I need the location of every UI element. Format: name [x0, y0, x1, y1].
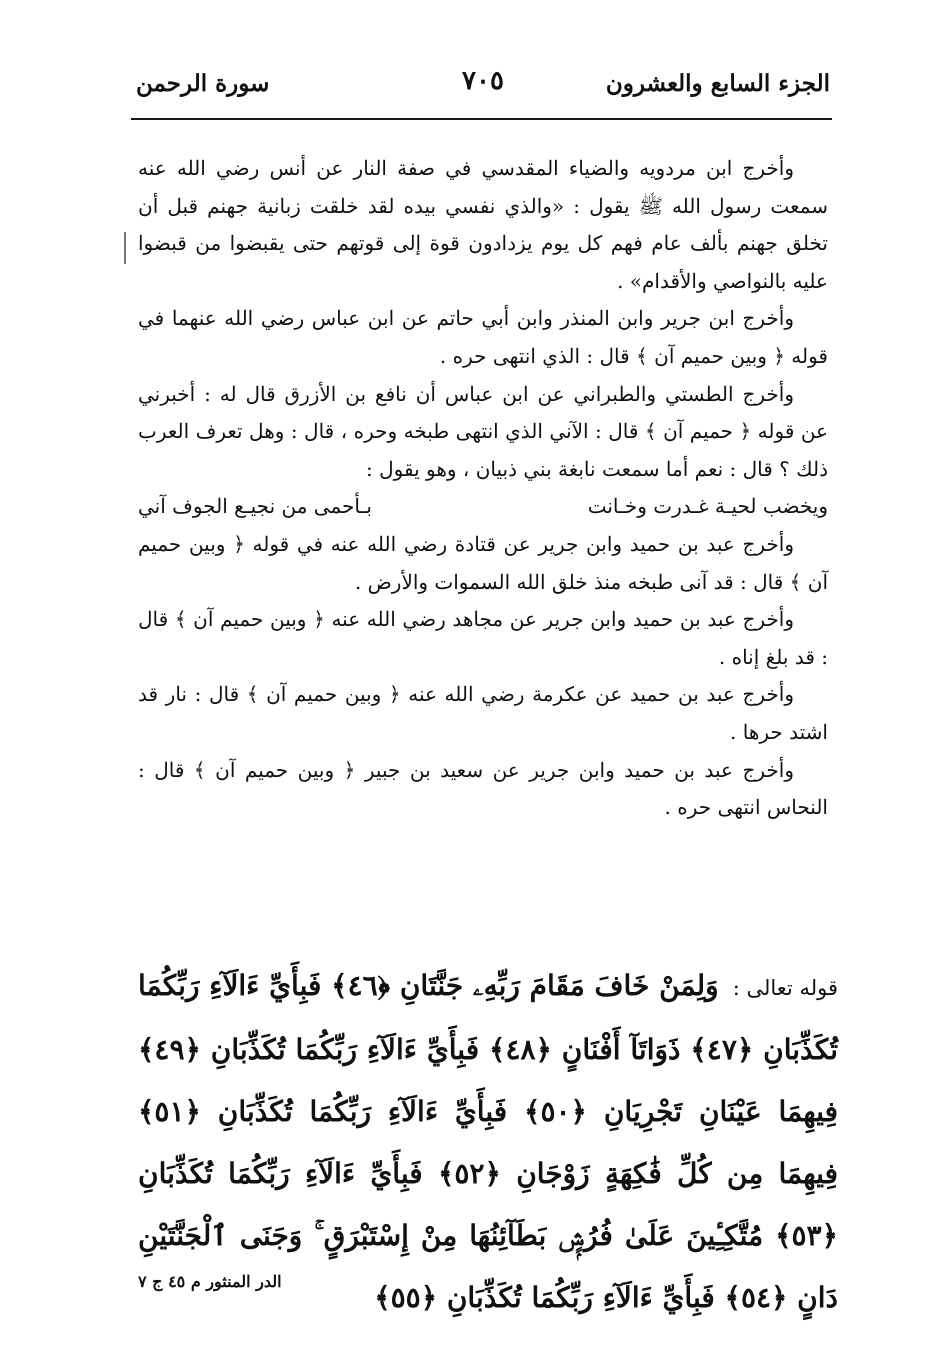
poem-hemistich-1: ويخضب لحيـة غـدرت وخـانت: [587, 494, 828, 519]
poem-verse: [138, 488, 828, 526]
running-header: [136, 62, 830, 112]
page-number: ٧٠٥: [462, 66, 504, 96]
commentary-text: [138, 150, 828, 827]
paragraph: وأخرج عبد بن حميد وابن جرير عن سعيد بن جبير ﴿ وبين حميم آن ﴾ قال : النحاس انتهى حره .: [138, 757, 828, 820]
paragraph: وأخرج ابن جرير وابن المنذر وابن أبي حاتم عن ابن عباس رضي الله عنهما في قوله ﴿ وبين حميم آن ﴾ قال : الذي انتهى حره .: [138, 306, 828, 368]
paragraph: وأخرج عبد بن حميد عن عكرمة رضي الله عنه ﴿ وبين حميم آن ﴾ قال : نار قد اشتد حرها .: [138, 682, 828, 744]
quran-lead: قوله تعالى :: [732, 976, 838, 1000]
margin-mark: [124, 232, 126, 264]
paragraph: وأخرج عبد بن حميد وابن جرير عن مجاهد رضي الله عنه ﴿ وبين حميم آن ﴾ قال : قد بلغ إناه .: [138, 607, 828, 669]
signature-mark: الدر المنثور م ٤٥ ج ٧: [138, 1272, 282, 1291]
quran-verses: وَلِمَنْ خَافَ مَقَامَ رَبِّهِۦ جَنَّتَانِ ﴿٤٦﴾ فَبِأَيِّ ءَالَآءِ رَبِّكُمَا تُكَذِّبَانِ ﴿٤٧﴾ ذَوَاتَآ أَفْنَانٍ ﴿٤٨﴾ فَبِأَيِّ ءَالَآءِ رَبِّكُمَا تُكَذِّبَانِ ﴿٤٩﴾ فِيهِمَا عَيْنَانِ تَجْرِيَانِ ﴿٥٠﴾ فَبِأَيِّ ءَالَآءِ رَبِّكُمَا تُكَذِّبَانِ ﴿٥١﴾ فِيهِمَا مِن كُلِّ فَٰكِهَةٍ زَوْجَانِ ﴿٥٢﴾ فَبِأَيِّ ءَالَآءِ رَبِّكُمَا تُكَذِّبَانِ ﴿٥٣﴾ مُتَّكِـِٔينَ عَلَىٰ فُرُشٍۭ بَطَآئِنُهَا مِنْ إِسْتَبْرَقٍ ۚ وَجَنَى ٱلْجَنَّتَيْنِ دَانٍ ﴿٥٤﴾ فَبِأَيِّ ءَالَآءِ رَبِّكُمَا تُكَذِّبَانِ ﴿٥٥﴾: [138, 969, 839, 1314]
header-rule: [131, 118, 832, 120]
surah-title: سورة الرحمن: [136, 70, 270, 97]
paragraph: وأخرج الطستي والطبراني عن ابن عباس أن نافع بن الأزرق قال له : أخبرني عن قوله ﴿ حميم آن ﴾ قال : الآني الذي انتهى طبخه وحره ، قال : وهل تعرف العرب ذلك ؟ قال : نعم أما سمعت نابغة بني ذبيان ، وهو يقول :: [138, 381, 828, 481]
part-title: الجزء السابع والعشرون: [605, 70, 830, 97]
poem-hemistich-2: بـأحمى من نجيـع الجوف آني: [138, 494, 372, 519]
paragraph: وأخرج ابن مردويه والضياء المقدسي في صفة النار عن أنس رضي الله عنه سمعت رسول الله ﷺ يقول : «والذي نفسي بيده لقد خلقت زبانية جهنم قبل أن تخلق جهنم بألف عام فهم كل يوم يزدادون قوة إلى قوتهم حتى يقبضوا من قبضوا عليه بالنواصي والأقدام» .: [138, 156, 828, 293]
paragraph: وأخرج عبد بن حميد وابن جرير عن قتادة رضي الله عنه في قوله ﴿ وبين حميم آن ﴾ قال : قد آنى طبخه منذ خلق الله السموات والأرض .: [138, 531, 828, 594]
